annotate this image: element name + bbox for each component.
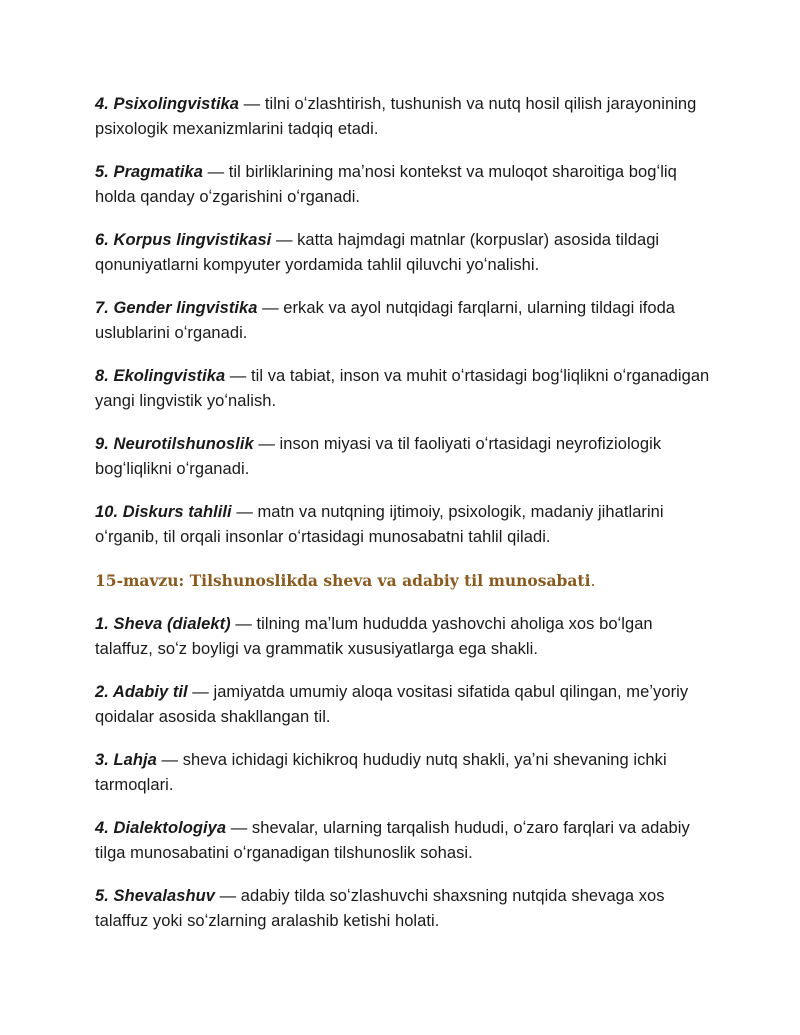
definition-text: — til va tabiat, inson va muhit oʻrtasidagi bogʻliqlikni oʻrganadigan yangi lingvistik yoʻnalish. xyxy=(95,367,710,410)
term-label: 4. Psixolingvistika xyxy=(95,95,240,113)
list-item xyxy=(95,816,715,866)
definition-text: — inson miyasi va til faoliyati oʻrtasidagi neyrofiziologik bogʻliqlikni oʻrganadi. xyxy=(95,435,662,478)
definition-text: — tilning maʼlum hududda yashovchi aholiga xos boʻlgan talaffuz, soʻz boyligi va grammatik xususiyatlarga ega shakli. xyxy=(95,615,653,658)
term-label: 5. Pragmatika xyxy=(95,163,203,181)
definition-text: — katta hajmdagi matnlar (korpuslar) asosida tildagi qonuniyatlarni kompyuter yordamida tahlil qiluvchi yoʻnalishi. xyxy=(95,231,660,274)
term-label: 6. Korpus lingvistikasi xyxy=(95,231,272,249)
term-label: 4. Dialektologiya xyxy=(95,819,227,837)
term-label: 9. Neurotilshunoslik xyxy=(95,435,254,453)
definition-text: — matn va nutqning ijtimoiy, psixologik, madaniy jihatlarini oʻrganib, til orqali insonlar oʻrtasidagi munosabatni tahlil qiladi. xyxy=(95,503,664,546)
list-item xyxy=(95,500,715,550)
section-heading: 15-mavzu: Tilshunoslikda sheva va adabiy til munosabati. xyxy=(95,571,596,590)
document-body xyxy=(95,92,715,952)
list-item xyxy=(95,364,715,414)
term-label: 2. Adabiy til xyxy=(95,683,188,701)
term-label: 5. Shevalashuv xyxy=(95,887,215,905)
definition-text: — shevalar, ularning tarqalish hududi, oʻzaro farqlari va adabiy tilga munosabatini oʻrganadigan tilshunoslik sohasi. xyxy=(95,819,690,862)
list-item xyxy=(95,228,715,278)
list-item xyxy=(95,92,715,142)
list-item xyxy=(95,612,715,662)
list-item xyxy=(95,680,715,730)
term-label: 8. Ekolingvistika xyxy=(95,367,226,385)
definition-text: — erkak va ayol nutqidagi farqlarni, ularning tildagi ifoda uslublarini oʻrganadi. xyxy=(95,299,676,342)
term-label: 10. Diskurs tahlili xyxy=(95,503,232,521)
list-item xyxy=(95,884,715,934)
list-item xyxy=(95,160,715,210)
definition-text: — tilni oʻzlashtirish, tushunish va nutq hosil qilish jarayonining psixologik mexanizmlarini tadqiq etadi. xyxy=(95,95,697,138)
list-item xyxy=(95,432,715,482)
definition-text: — adabiy tilda soʻzlashuvchi shaxsning nutqida shevaga xos talaffuz yoki soʻzlarning aralashib ketishi holati. xyxy=(95,887,665,930)
list-item xyxy=(95,296,715,346)
term-label: 3. Lahja xyxy=(95,751,157,769)
definition-text: — jamiyatda umumiy aloqa vositasi sifatida qabul qilingan, meʼyoriy qoidalar asosida shakllangan til. xyxy=(95,683,689,726)
term-label: 7. Gender lingvistika xyxy=(95,299,258,317)
definition-text: — sheva ichidagi kichikroq hududiy nutq shakli, yaʼni shevaning ichki tarmoqlari. xyxy=(95,751,667,794)
term-label: 1. Sheva (dialekt) xyxy=(95,615,231,633)
definition-text: — til birliklarining maʼnosi kontekst va muloqot sharoitiga bogʻliq holda qanday oʻzgarishini oʻrganadi. xyxy=(95,163,677,206)
list-item xyxy=(95,748,715,798)
